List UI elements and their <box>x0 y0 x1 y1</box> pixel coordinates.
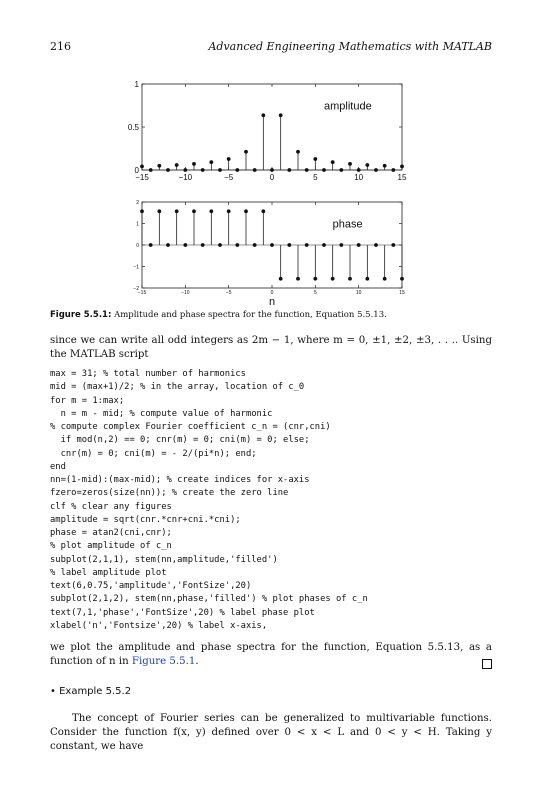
code-line: phase = atan2(cni,cnr); <box>50 528 172 538</box>
x-tick-label: 5 <box>313 290 317 296</box>
stem-marker <box>157 164 161 168</box>
code-line: % label amplitude plot <box>50 567 167 578</box>
stem-marker <box>218 243 222 247</box>
stem-marker <box>209 160 213 164</box>
x-axis-label: n <box>268 296 276 308</box>
code-line: text(7,1,'phase','FontSize',20) % label phase plot <box>50 607 315 618</box>
stem-marker <box>253 168 257 172</box>
y-tick-label: 2 <box>136 199 139 206</box>
stem-marker <box>201 168 205 172</box>
stem-marker <box>183 168 187 172</box>
x-tick-label: −15 <box>137 290 147 296</box>
stem-marker <box>400 277 404 281</box>
code-line: mid = (max+1)/2; % in the array, location of c_0 <box>50 382 305 393</box>
figure-caption <box>50 310 510 320</box>
stem-marker <box>157 209 161 213</box>
stem-marker <box>331 277 335 281</box>
stem-marker <box>253 243 257 247</box>
code-line: max = 31; % total number of harmonics <box>50 369 246 379</box>
code-line: % compute complex Fourier coefficient c_n = (cnr,cni) <box>50 422 331 432</box>
y-tick-label: −2 <box>133 285 139 292</box>
stem-marker <box>227 209 231 213</box>
stem-marker <box>201 243 205 247</box>
stem-marker <box>261 113 265 117</box>
stem-marker <box>279 277 283 281</box>
code-line: cnr(m) = 0; cni(m) = - 2/(pi*n); end; <box>50 448 257 459</box>
stem-marker <box>374 243 378 247</box>
x-tick-label: −10 <box>181 290 190 296</box>
stem-marker <box>365 163 369 167</box>
stem-marker <box>383 164 387 168</box>
stem-marker <box>227 157 231 161</box>
code-line: xlabel('n','Fontsize',20) % label x-axis, <box>50 620 268 631</box>
phase-chart-svg <box>110 196 430 306</box>
page-number: 216 <box>50 40 71 53</box>
code-line: % plot amplitude of c_n <box>50 541 172 552</box>
stem-marker <box>149 168 153 172</box>
y-tick-label: 0 <box>136 242 139 249</box>
code-line: fzero=zeros(size(nn)); % create the zero line <box>50 488 289 499</box>
stem-marker <box>149 243 153 247</box>
amplitude-chart-svg <box>110 78 430 188</box>
stem-marker <box>270 168 274 172</box>
code-line: subplot(2,1,2), stem(nn,phase,'filled') % plot phases of c_n <box>50 594 368 605</box>
y-tick-label: −1 <box>133 264 139 271</box>
x-tick-label: −15 <box>135 173 149 182</box>
x-tick-label: 0 <box>270 290 274 296</box>
running-header: Advanced Engineering Mathematics with MATLAB <box>208 40 492 53</box>
stem-marker <box>270 243 274 247</box>
amplitude-chart <box>110 78 430 188</box>
stem-marker <box>235 243 239 247</box>
x-tick-label: −5 <box>224 173 234 182</box>
stem-marker <box>192 162 196 166</box>
matlab-code-block <box>50 368 368 633</box>
x-tick-label: 10 <box>355 290 362 296</box>
x-tick-label: 0 <box>269 173 275 182</box>
stem-marker <box>391 168 395 172</box>
code-line: amplitude = sqrt(cnr.*cnr+cni.*cni); <box>50 514 241 525</box>
stem-marker <box>365 277 369 281</box>
stem-marker <box>322 243 326 247</box>
x-tick-label: 5 <box>313 173 318 182</box>
stem-marker <box>244 209 248 213</box>
x-tick-label: −10 <box>178 173 193 182</box>
code-line: if mod(n,2) == 0; cnr(m) = 0; cni(m) = 0; else; <box>50 435 310 446</box>
stem-marker <box>261 209 265 213</box>
stem-marker <box>348 277 352 281</box>
stem-marker <box>209 209 213 213</box>
paragraph-after-code-text: we plot the amplitude and phase spectra for the function, Equation 5.5.13, as a function of n in <box>50 642 492 667</box>
stem-marker <box>339 243 343 247</box>
figure-link[interactable]: Figure 5.5.1 <box>131 656 196 667</box>
stem-marker <box>183 243 187 247</box>
code-line: nn=(1-mid):(max-mid); % create indices for x-axis <box>50 475 310 485</box>
code-line: n = m - mid; % compute value of harmonic <box>50 408 273 419</box>
paragraph-intro: since we can write all odd integers as 2m − 1, where m = 0, ±1, ±2, ±3, . . .. Using the MATLAB script <box>50 335 492 360</box>
paragraph-after-code <box>50 641 492 669</box>
stem-marker <box>287 168 291 172</box>
stem-marker <box>192 209 196 213</box>
paragraph-after-code-end: . <box>195 656 199 667</box>
stem-marker <box>296 150 300 154</box>
stem-marker <box>287 243 291 247</box>
stem-marker <box>244 150 248 154</box>
stem-marker <box>348 162 352 166</box>
stem-marker <box>313 157 317 161</box>
figure-caption-label: Figure 5.5.1: <box>50 310 112 320</box>
plot-frame <box>142 84 402 170</box>
stem-marker <box>313 277 317 281</box>
stem-marker <box>357 243 361 247</box>
stem-marker <box>305 168 309 172</box>
x-tick-label: 15 <box>399 290 405 296</box>
stem-marker <box>218 168 222 172</box>
y-tick-label: 0 <box>134 165 139 175</box>
stem-marker <box>322 168 326 172</box>
code-line: for m = 1:max; <box>50 395 125 406</box>
stem-marker <box>140 209 144 213</box>
stem-marker <box>383 277 387 281</box>
x-tick-label: 15 <box>397 173 407 182</box>
code-line: clf % clear any figures <box>50 501 172 512</box>
x-tick-label: −5 <box>225 290 232 296</box>
y-tick-label: 1 <box>134 79 139 89</box>
stem-marker <box>331 160 335 164</box>
phase-chart <box>110 196 430 306</box>
stem-marker <box>175 209 179 213</box>
stem-marker <box>175 163 179 167</box>
y-tick-label: 1 <box>136 221 139 228</box>
code-line: end <box>50 461 66 472</box>
stem-marker <box>166 243 170 247</box>
stem-marker <box>279 113 283 117</box>
stem-marker <box>235 168 239 172</box>
code-line: subplot(2,1,1), stem(nn,amplitude,'filled') <box>50 554 278 565</box>
series-annotation: phase <box>332 218 363 231</box>
stem-marker <box>296 277 300 281</box>
stem-marker <box>166 168 170 172</box>
x-tick-label: 10 <box>354 173 364 182</box>
stem-marker <box>357 168 361 172</box>
code-line: text(6,0.75,'amplitude','FontSize',20) <box>50 581 252 591</box>
y-tick-label: 0.5 <box>127 122 139 132</box>
series-annotation: amplitude <box>324 100 372 113</box>
stem-marker <box>339 168 343 172</box>
stem-marker <box>305 243 309 247</box>
example-heading: • Example 5.5.2 <box>50 686 132 697</box>
stem-marker <box>140 164 144 168</box>
end-of-proof-icon <box>482 659 492 669</box>
stem-marker <box>391 243 395 247</box>
stem-marker <box>374 168 378 172</box>
paragraph-example: The concept of Fourier series can be generalized to multivariable functions. Consider the function f(x, y) defined over 0 < x < L and 0 < y < H. Taking y constant, we have <box>50 713 492 752</box>
stem-marker <box>400 164 404 168</box>
figure-caption-text: Amplitude and phase spectra for the function, Equation 5.5.13. <box>114 310 387 320</box>
